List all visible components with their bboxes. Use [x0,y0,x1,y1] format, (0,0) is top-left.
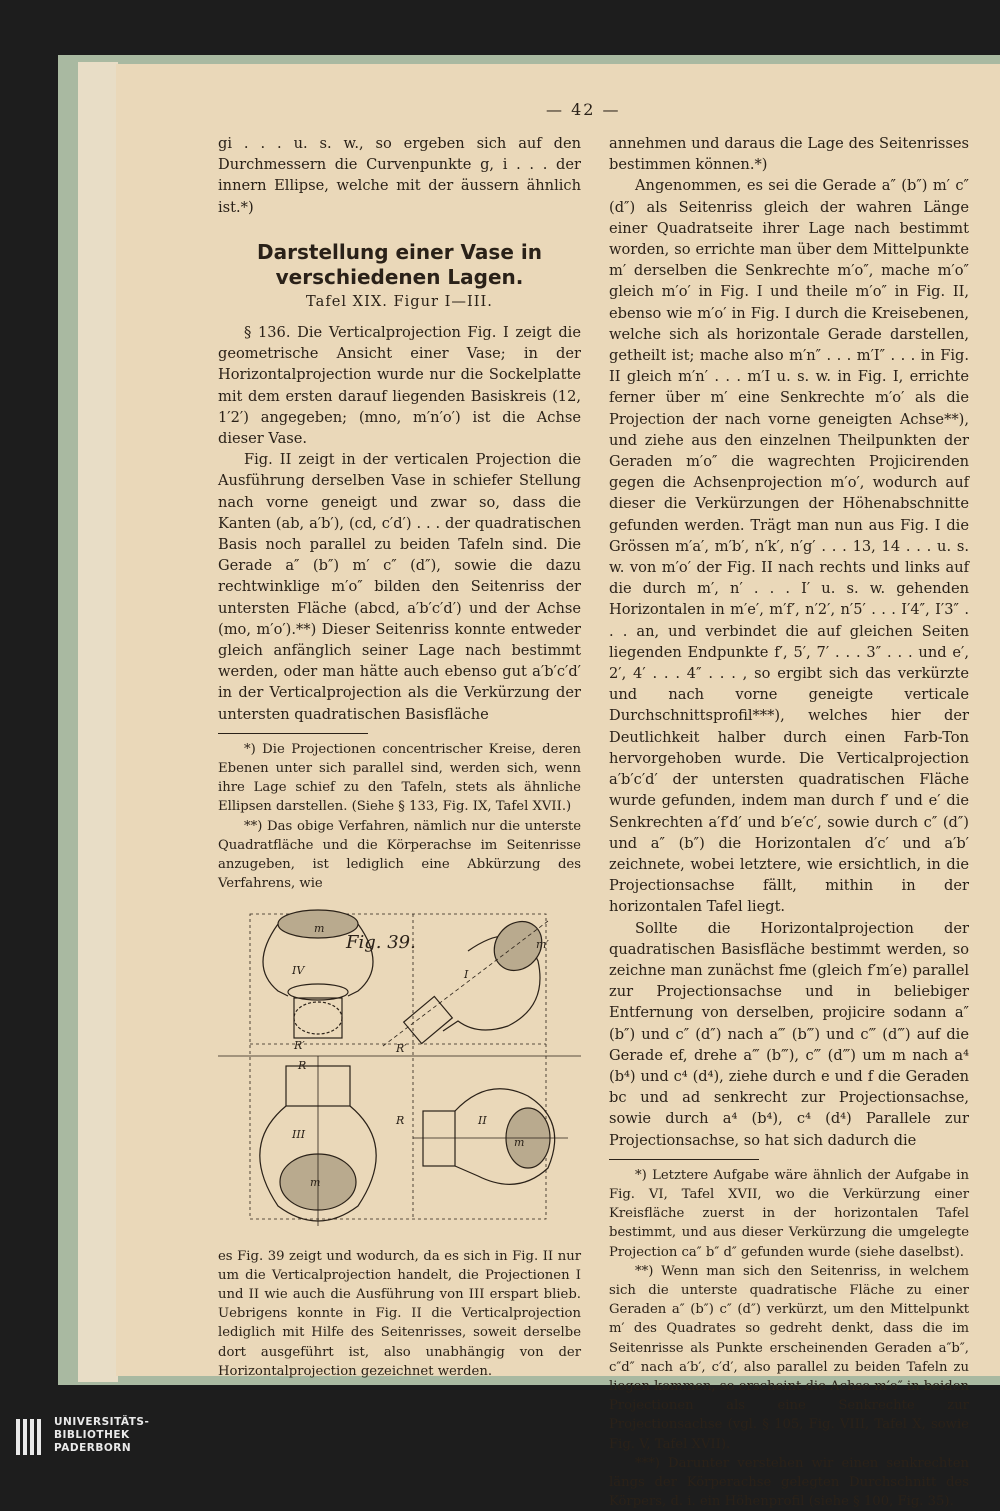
footnote-1: *) Die Projectionen concentrischer Kreise, deren Ebenen unter sich parallel sind, werden sich, wenn ihre Lage schief zu den Tafeln, stets als ähnliche Ellipsen darstellen. (Siehe § 133, Fig. IX, Tafel XVII.) [218,741,581,815]
footnote-1: *) Letztere Aufgabe wäre ähnlich der Aufgabe in Fig. VI, Tafel XVII, wo die Verkürzung einer Kreisfläche zuerst in der horizontalen Tafel bestimmt, und aus dieser Verkürzung die umgelegte Projection ca″ b″ d″ gefunden wurde (siehe daselbst). [609,1167,969,1260]
paragraph-continued: annehmen und daraus die Lage des Seitenrisses bestimmen können.*) [609,135,969,174]
section-heading: Darstellung einer Vase in verschiedenen Lagen. [257,239,542,289]
figure-label: R′ [396,1041,407,1055]
footnote-2-continued: es Fig. 39 zeigt und wodurch, da es sich in Fig. II nur um die Verticalprojection handelt, die Projectionen I und II wie auch die Ausführung von III erspart blieb. Uebrigens konnte in Fig. II die Verticalprojection lediglich mit Hilfe des Seitenrisses, soweit derselbe dort ausgeführt ist, also unabhängig von der Horizontalprojection gezeichnet werden. [218,1248,581,1379]
vase-projection-drawing [218,906,581,1239]
figure-label: II [478,1113,487,1127]
figure-caption: Fig. 39. [346,931,416,953]
footnote-rule [609,1159,759,1160]
page-edge [78,62,118,1382]
library-logo [8,1415,168,1460]
figure-label: III [292,1127,306,1141]
section-subheading: Tafel XIX. Figur I—III. [306,292,493,310]
page-number: — 42 — [546,100,621,119]
intro-paragraph: gi . . . u. s. w., so ergeben sich auf den Durchmessern die Curvenpunkte g, i . . . der innern Ellipse, welche mit der äussern ähnlich ist.*) [218,135,581,216]
vase-side-view [413,1088,568,1184]
figure-label: R [298,1058,307,1072]
library-logo-icon [14,1417,44,1457]
figure-label: m [514,1135,525,1149]
footnote-2: **) Das obige Verfahren, nämlich nur die unterste Quadratfläche und die Körperachse im Seitenrisse anzugeben, ist lediglich eine Abkürzung des Verfahrens, wie [218,818,581,892]
vase-front-view [260,1056,376,1226]
figure-label: m [314,921,325,935]
left-column [218,133,581,1381]
paragraph-fig-ii: Fig. II zeigt in der verticalen Projection die Ausführung derselben Vase in schiefer Stellung nach vorne geneigt und zwar so, dass die Kanten (ab, a′b′), (cd, c′d′) . . . der quadratischen Basis noch parallel zu beiden Tafeln sind. Die Gerade a″ (b″) m′ c″ (d″), sowie die dazu rechtwinklige m′o″ bilden den Seitenriss der untersten Fläche (abcd, a′b′c′d′) und der Achse (mo, m′o′).**) Dieser Seitenriss konnte entweder gleich anfänglich seiner Lage nach bestimmt werden, oder man hätte auch ebenso gut a′b′c′d′ in der Verticalprojection als die Verkürzung der untersten quadratischen Basisfläche [218,451,581,723]
footnote-2: **) Wenn man sich den Seitenriss, in welchem sich die unterste quadratische Fläche zu einer Geraden a″ (b″) c″ (d″) verkürzt, um den Mittelpunkt m′ des Quadrates so gedreht denkt, dass die im Seitenrisse als Punkte erscheinenden Geraden a″b″, c″d″ nach a′b′, c′d′, also parallel zu beiden Tafeln zu liegen kommen, so erscheint die Achse m′o″ in beiden Projectionen als eine Senkrechte zur Projectionsachse (vgl. § 105, Fig. VIII, Tafel X, sowie Fig. V, Tafel XVII). [609,1263,969,1452]
figure-label: I [464,967,469,981]
footnote-3: ***) Darunter verstehen wir einen senkrechten längs der Körperachse gelegten Durchschnitt des Körpers, d. i. ein Höhenprofil (siehe § 100, Fig. 35). [609,1455,969,1510]
book-page [116,64,1000,1510]
paragraph-136: § 136. Die Verticalprojection Fig. I zeigt die geometrische Ansicht einer Vase; in der Horizontalprojection wurde nur die Sockelplatte mit dem ersten darauf liegenden Basiskreis (12, 1′2′) angegeben; (mno, m′n′o′) ist die Achse dieser Vase. [218,324,581,448]
library-name-line: PADERBORN [54,1442,132,1454]
figure-label: m [310,1175,321,1189]
figure-label: R [396,1113,405,1127]
figure-label: IV [292,963,305,977]
right-column [609,133,969,1511]
footnote-rule [218,733,368,734]
library-name [54,1416,149,1455]
paragraph-angenommen: Angenommen, es sei die Gerade a″ (b″) m′ c″ (d″) als Seitenriss gleich der wahren Länge einer Quadratseite ihrer Lage nach bestimmt worden, so errichte man über dem Mittelpunkte m′ derselben die Senkrechte m′o″, mache m′o″ gleich m′o′ in Fig. I und theile m′o″ in Fig. II, ebenso wie m′o′ in Fig. I durch die Kreisebenen, welche sich als horizontale Gerade darstellen, getheilt ist; mache also m′n″ . . . m′I″ . . . in Fig. II gleich m′n′ . . . m′I u. s. w. in Fig. I, errichte ferner über m′ eine Senkrechte m′o′ als die Projection der nach vorne geneigten Achse**), und ziehe aus den einzelnen Theilpunkten der Geraden m′o″ die wagrechten Projicirenden gegen die Achsenprojection m′o′, wodurch auf dieser die Verkürzungen der Höhenabschnitte gefunden werden. Trägt man nun aus Fig. I die Grössen m′a′, m′b′, n′k′, n′g′ . . . 13, 14 . . . u. s. w. von m′o′ der Fig. II nach rechts und links auf die durch m′, n′ . . . I′ u. s. w. gehenden Horizontalen in m′e′, m′f′, n′2′, n′5′ . . . I′4″, I′3″ . . . an, und verbindet die auf gleichen Seiten liegenden Endpunkte f′, 5′, 7′ . . . 3″ . . . und e′, 2′, 4′ . . . 4″ . . . , so ergibt sich das verkürzte und nach vorne geneigte verticale Durchschnittsprofil***), welches hier der Deutlichkeit halber durch einen Farb-Ton hervorgehoben wurde. Die Verticalprojection a′b′c′d′ der untersten quadratischen Fläche wurde gefunden, indem man durch f′ und e′ die Senkrechten a′f′d′ und b′e′c′, sowie durch c″ (d″) und a″ (b″) die Horizontalen d′c′ und a′b′ zeichnete, wobei letztere, wie ersichtlich, in die Projectionsachse fällt, mithin in der horizontalen Tafel liegt. [609,177,969,916]
library-name-line: UNIVERSITÄTS- [54,1416,150,1428]
library-name-line: BIBLIOTHEK [54,1429,130,1441]
figure-39 [218,906,581,1239]
figure-label: m′ [536,937,549,951]
paragraph-sollte: Sollte die Horizontalprojection der quadratischen Basisfläche bestimmt werden, so zeichne man zunächst fme (gleich f′m′e) parallel zur Projectionsachse und in beliebiger Entfernung von derselben, projicire sodann a″ (b″) und c″ (d″) nach a‴ (b‴) und c‴ (d‴) auf die Gerade ef, drehe a‴ (b‴), c‴ (d‴) um m nach a⁴ (b⁴) und c⁴ (d⁴), ziehe durch e und f die Geraden bc und ad senkrecht zur Projectionsachse, sowie durch a⁴ (b⁴), c⁴ (d⁴) Parallele zur Projectionsachse, so hat sich dadurch die [609,919,969,1149]
figure-label: R′ [294,1038,305,1052]
